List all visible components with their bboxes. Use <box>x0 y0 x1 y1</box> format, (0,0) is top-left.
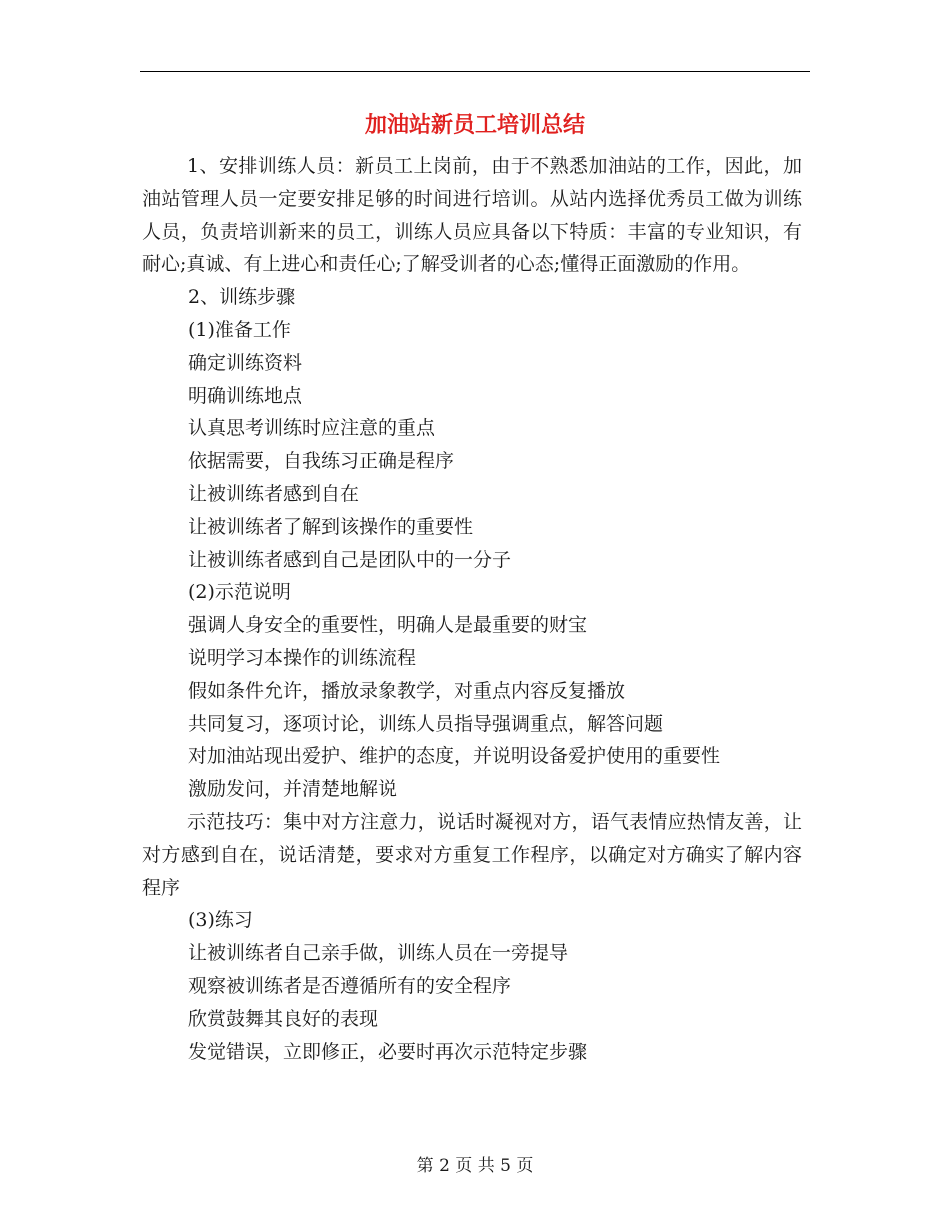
list-item: 强调人身安全的重要性，明确人是最重要的财宝 <box>188 614 588 637</box>
list-item: (1)准备工作 <box>188 318 291 341</box>
list-item: 让被训练者了解到该操作的重要性 <box>188 515 474 538</box>
list-item: 明确训练地点 <box>188 384 303 407</box>
list-item: 依据需要，自我练习正确是程序 <box>188 450 455 473</box>
list-item: 2、训练步骤 <box>188 286 296 309</box>
list-item: 激励发问，并清楚地解说 <box>188 778 398 801</box>
list-item: 让被训练者感到自在 <box>188 482 360 505</box>
list-item: 让被训练者自己亲手做，训练人员在一旁提导 <box>188 942 569 965</box>
list-item: 欣赏鼓舞其良好的表现 <box>188 1007 379 1030</box>
document-body <box>142 150 802 1068</box>
list-item: 对加油站现出爱护、维护的态度，并说明设备爱护使用的重要性 <box>188 745 721 768</box>
list-item: 说明学习本操作的训练流程 <box>188 646 417 669</box>
list-item: 发觉错误，立即修正，必要时再次示范特定步骤 <box>188 1040 588 1063</box>
list-item: 确定训练资料 <box>188 351 303 374</box>
paragraph-demo-skills: 示范技巧：集中对方注意力，说话时凝视对方，语气表情应热情友善，让对方感到自在，说话清楚，要求对方重复工作程序，以确定对方确实了解内容程序 <box>142 810 802 899</box>
list-item: 共同复习，逐项讨论，训练人员指导强调重点，解答问题 <box>188 712 664 735</box>
list-item: 观察被训练者是否遵循所有的安全程序 <box>188 974 512 997</box>
list-item: (3)练习 <box>188 909 253 932</box>
list-item: 假如条件允许，播放录象教学，对重点内容反复播放 <box>188 679 626 702</box>
list-item: 认真思考训练时应注意的重点 <box>188 417 436 440</box>
header-rule <box>140 71 810 72</box>
paragraph-training-staff: 1、安排训练人员：新员工上岗前，由于不熟悉加油站的工作，因此，加油站管理人员一定要安排足够的时间进行培训。从站内选择优秀员工做为训练人员，负责培训新来的员工，训练人员应具备以下特质：丰富的专业知识，有耐心;真诚、有上进心和责任心;了解受训者的心态;懂得正面激励的作用。 <box>142 155 802 276</box>
document-title: 加油站新员工培训总结 <box>364 112 585 138</box>
list-item: (2)示范说明 <box>188 581 291 604</box>
page-number-footer: 第 2 页 共 5 页 <box>416 1156 534 1176</box>
list-item: 让被训练者感到自己是团队中的一分子 <box>188 548 512 571</box>
